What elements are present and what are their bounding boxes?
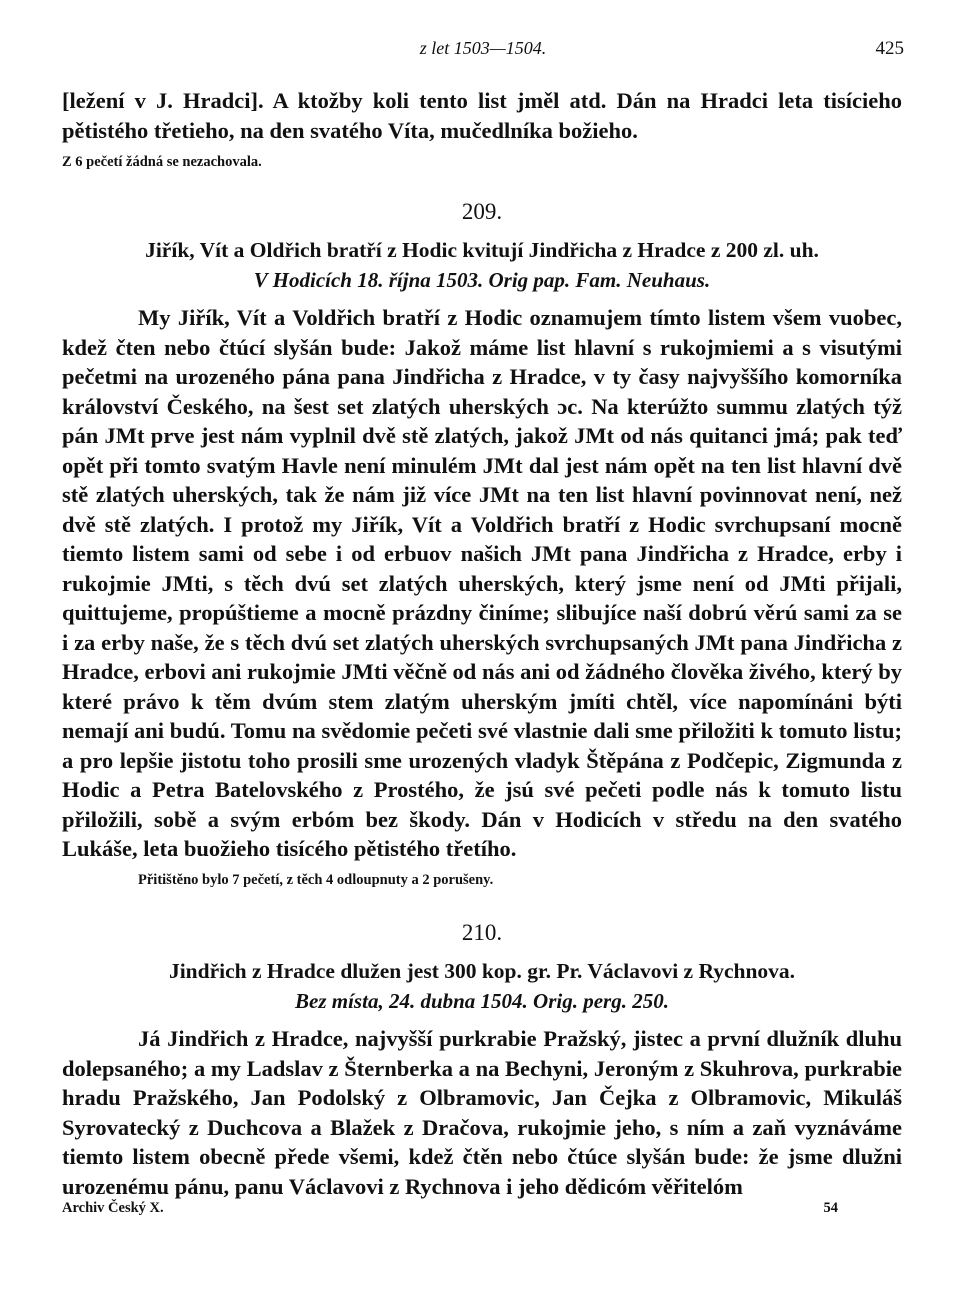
document-209 — [62, 197, 902, 890]
previous-document-ending — [62, 86, 902, 172]
sheet-number: 54 — [823, 1200, 838, 1216]
running-title: z let 1503—1504. — [419, 38, 547, 58]
document-number: 209. — [461, 199, 503, 224]
running-head — [62, 38, 904, 62]
seal-note: Přitištěno bylo 7 pečetí, z těch 4 odloupnuty a 2 porušeny. — [138, 871, 494, 888]
document-heading: Jiřík, Vít a Oldřich bratří z Hodic kvitují Jindřicha z Hradce z 200 zl. uh. — [145, 238, 819, 262]
document-heading: Jindřich z Hradce dlužen jest 300 kop. gr. Pr. Václavovi z Rychnova. — [168, 959, 796, 983]
page-number: 425 — [875, 38, 904, 59]
previous-document-text: [ležení v J. Hradci]. A ktožby koli tento list jměl atd. Dán na Hradci leta tisícieho pětistého třetieho, na den svatého Víta, mučedlníka božieho. — [62, 88, 902, 143]
document-210 — [62, 918, 902, 1201]
page-footer — [62, 1200, 904, 1222]
document-text: Já Jindřich z Hradce, najvyšší purkrabie Pražský, jistec a první dlužník dluhu dolepsaného; a my Ladslav z Šternberka a na Bechyni, Jeroným z Skuhrova, purkrabie hradu Pražského, Jan Podolský z Olbramovic, Jan Čejka z Olbramovic, Mikuláš Syrovatecký z Duchcova a Blažek z Dračova, rukojmie jeho, s ním a zaň vyznáváme tiemto listem obecně přede všemi, kdež čtěn nebo čtúce slyšán bude: že jsme dlužni urozenému pánu, panu Václavovi z Rychnova i jeho dědicóm věřitelóm — [62, 1026, 902, 1199]
document-number: 210. — [461, 920, 503, 945]
signature-mark: Archiv Český X. — [62, 1200, 164, 1216]
document-source: V Hodicích 18. října 1503. Orig pap. Fam. Neuhaus. — [253, 268, 711, 292]
seal-note: Z 6 pečetí žádná se nezachovala. — [62, 154, 262, 170]
document-text: My Jiřík, Vít a Voldřich bratří z Hodic oznamujem tímto listem všem vuobec, kdež čten nebo čtúcí slyšán bude: Jakož máme list hlavní s rukojmiemi a s visutými pečetmi na urozeného pána pana Jindřicha z Hradce, v ty časy najvyššího komorníka království Českého, na šest set zlatých uherských ɔc. Na kterúžto summu zlatých týž pán JMt prve jest nám vyplnil dvě stě zlatých, jakož JMt od nás quitanci jmá; pak teď opět při tomto svatým Havle není minulém JMt dal jest nám opět na ten list hlavní dvě stě zlatých uherských, tak že nám již více JMt na ten list hlavní povinnovat není, než dvě stě zlatých. I protož my Jiřík, Vít a Voldřich bratří z Hodic svrchupsaní mocně tiemto listem sami od sebe i od erbuov našich JMt pana Jindřicha z Hradce, erby i rukojmie JMti, s těch dvú set zlatých uherských, který jsme není od JMti přijali, quittujeme, propúštieme a mocně prázdny činíme; slibujíce naší dobrú věrú sami za se i za erby naše, že s těch dvú set zlatých uherských svrchupsaných JMt pana Jindřicha z Hradce, erbovi ani rukojmie JMti věčně od nás ani od žádného člověka živého, který by které právo k těm dvúm stem zlatým uherským jmíti chtěl, více napomínáni býti nemají ani budú. Tomu na svědomie pečeti své vlastnie dali sme přiložiti k tomuto listu; a pro lepšie jistotu toho prosili sme urozených vladyk Štěpána z Podčepic, Zigmunda z Hodic a Petra Batelovského z Prostého, že jsú své pečeti podle nás k tomuto listu přiložili, sobě a svým erbóm bez škody. Dán v Hodicích v středu na den svatého Lukáše, leta buožieho tisícého pětistého třetího. — [62, 305, 902, 861]
document-source: Bez místa, 24. dubna 1504. Orig. perg. 250. — [295, 989, 669, 1013]
